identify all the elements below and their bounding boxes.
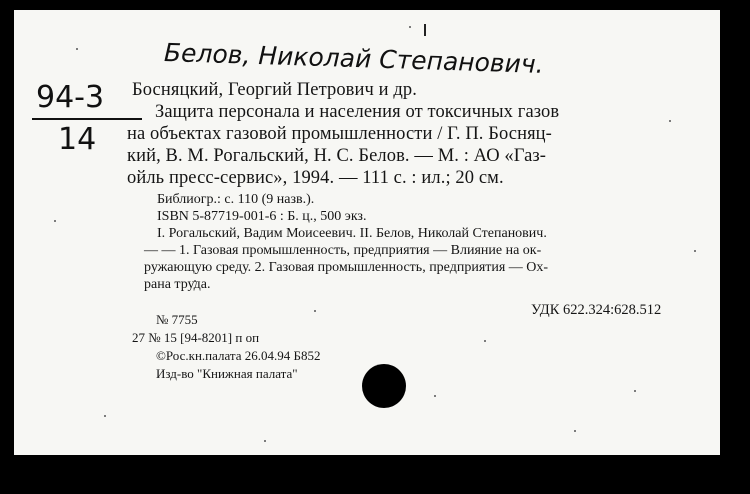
handwritten-name: Белов, Николай Степанович. [163, 38, 545, 79]
bibliography-note: Библиогр.: с. 110 (9 назв.). [157, 192, 315, 207]
card-number: № 7755 [156, 312, 198, 327]
title-line: кий, В. М. Рогальский, Н. С. Белов. — М. : АО «Газ- [127, 146, 547, 166]
catalog-card [14, 10, 720, 455]
shelf-mark-rule [32, 118, 142, 120]
isbn-line: ISBN 5-87719-001-6 : Б. ц., 500 экз. [157, 209, 367, 224]
title-line: Защита персонала и населения от токсичных газов [155, 102, 560, 122]
shelf-mark-top: 94-3 [36, 80, 105, 115]
publisher-line: Изд-во "Книжная палата" [156, 366, 298, 381]
title-line: ойль пресс-сервис», 1994. — 111 с. : ил.; 20 см. [127, 168, 504, 188]
copyright-line: ©Рос.кн.палата 26.04.94 Б852 [156, 348, 321, 363]
tracing-line: ружающую среду. 2. Газовая промышленность, предприятия — Ох- [144, 260, 549, 275]
punch-hole [362, 364, 406, 408]
tracing-line: — — 1. Газовая промышленность, предприятия — Влияние на ок- [144, 243, 542, 258]
tracing-line: рана труда. [144, 277, 211, 292]
registry-line: 27 № 15 [94-8201] п оп [132, 330, 260, 345]
card-heading: Босняцкий, Георгий Петрович и др. [132, 80, 417, 100]
shelf-mark-bottom: 14 [58, 122, 97, 157]
title-line: на объектах газовой промышленности / Г. П. Босняц- [127, 124, 552, 144]
tracing-line: I. Рогальский, Вадим Моисеевич. II. Белов, Николай Степанович. [157, 226, 547, 241]
udc-code: УДК 622.324:628.512 [531, 302, 662, 318]
